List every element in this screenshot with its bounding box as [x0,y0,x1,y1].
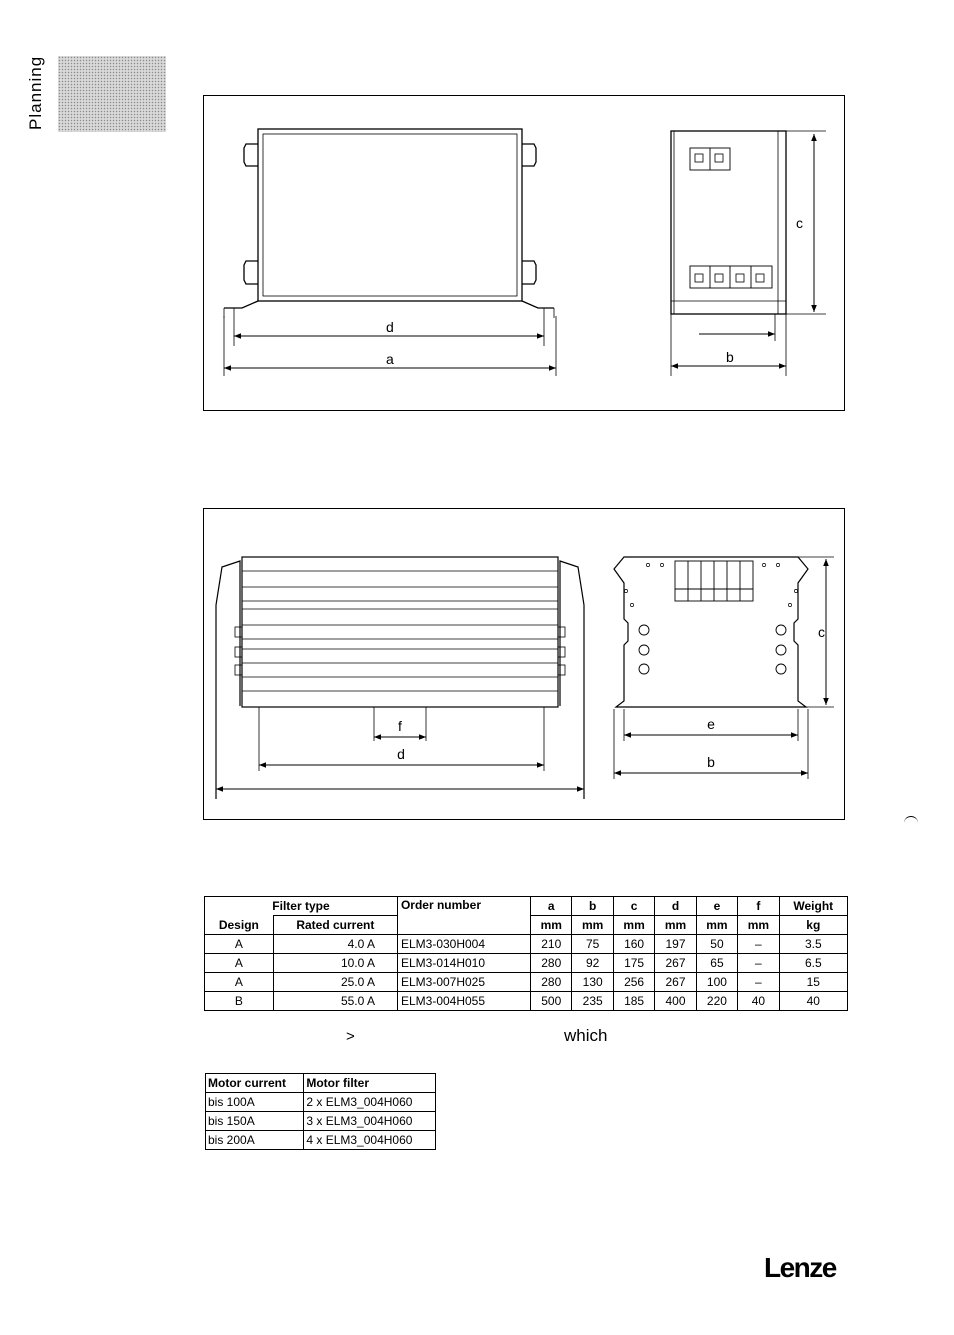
cell-a: 280 [531,954,572,973]
cell-b: 92 [572,954,613,973]
cell-motor-filter: 4 x ELM3_004H060 [304,1131,436,1150]
unit-c: mm [613,916,654,935]
cell-b: 130 [572,973,613,992]
text-fragment-which: which [564,1026,608,1045]
cell-design: B [205,992,274,1011]
cell-motor-filter: 3 x ELM3_004H060 [304,1112,436,1131]
motor-current-header: Motor current [206,1074,304,1093]
cell-c: 185 [613,992,654,1011]
cell-f: – [738,935,779,954]
cell-rated-current: 4.0 A [273,935,397,954]
cell-order-number: ELM3-007H025 [397,973,530,992]
side-tab-label: Planning [26,55,45,130]
cell-e: 50 [696,935,737,954]
motor-filter-table [205,1073,436,1150]
cell-order-number: ELM3-030H004 [397,935,530,954]
cell-d: 400 [655,992,696,1011]
dim-label-f: f [398,718,402,734]
cell-e: 220 [696,992,737,1011]
page-mark [904,816,918,823]
dim-label-b: b [726,349,734,365]
table-row [205,935,848,954]
col-d-header: d [655,897,696,916]
unit-d: mm [655,916,696,935]
cell-rated-current: 10.0 A [273,954,397,973]
cell-design: A [205,954,274,973]
cell-f: – [738,954,779,973]
cell-order-number: ELM3-004H055 [397,992,530,1011]
cell-a: 500 [531,992,572,1011]
cell-rated-current: 55.0 A [273,992,397,1011]
figure-design-b-drawing [204,509,844,819]
figure-design-b [203,508,845,820]
table-row [205,973,848,992]
unit-weight: kg [779,916,847,935]
design-header: Design [205,916,274,935]
col-c-header: c [613,897,654,916]
cell-c: 256 [613,973,654,992]
figure-design-a [203,95,845,411]
col-a-header: a [531,897,572,916]
cell-order-number: ELM3-014H010 [397,954,530,973]
cell-weight: 40 [779,992,847,1011]
cell-motor-current: bis 200A [206,1131,304,1150]
filter-type-header: Filter type [205,897,398,916]
unit-a: mm [531,916,572,935]
cell-b: 75 [572,935,613,954]
unit-b: mm [572,916,613,935]
cell-d: 267 [655,973,696,992]
rated-current-header: Rated current [273,916,397,935]
cell-weight: 6.5 [779,954,847,973]
dim-label-d2: d [397,746,405,762]
unit-f: mm [738,916,779,935]
col-b-header: b [572,897,613,916]
text-fragment-gt: > [346,1028,355,1045]
dim-label-d: d [386,319,394,335]
dim-label-c2: c [818,624,825,640]
dim-label-e: e [707,716,715,732]
cell-weight: 3.5 [779,935,847,954]
table-row [206,1131,436,1150]
col-e-header: e [696,897,737,916]
cell-weight: 15 [779,973,847,992]
cell-design: A [205,973,274,992]
motor-filter-header: Motor filter [304,1074,436,1093]
cell-c: 160 [613,935,654,954]
cell-c: 175 [613,954,654,973]
filter-dimensions-table [204,896,848,1011]
order-number-header: Order number [397,897,530,935]
cell-d: 197 [655,935,696,954]
dim-label-a: a [386,351,394,367]
table-row [206,1093,436,1112]
cell-motor-current: bis 100A [206,1093,304,1112]
cell-e: 100 [696,973,737,992]
lenze-logo: Lenze [764,1252,836,1283]
cell-a: 210 [531,935,572,954]
cell-motor-filter: 2 x ELM3_004H060 [304,1093,436,1112]
cell-d: 267 [655,954,696,973]
table-row [205,992,848,1011]
cell-rated-current: 25.0 A [273,973,397,992]
cell-motor-current: bis 150A [206,1112,304,1131]
cell-e: 65 [696,954,737,973]
table-header-row [205,897,848,916]
table-row [205,954,848,973]
cell-design: A [205,935,274,954]
col-weight-header: Weight [779,897,847,916]
table-row [206,1112,436,1131]
unit-e: mm [696,916,737,935]
col-f-header: f [738,897,779,916]
dim-label-b2: b [707,754,715,770]
figure-design-a-drawing [204,96,844,410]
cell-a: 280 [531,973,572,992]
side-tab-pattern [58,56,166,132]
cell-f: – [738,973,779,992]
dim-label-c: c [796,215,803,231]
cell-f: 40 [738,992,779,1011]
cell-b: 235 [572,992,613,1011]
table-header-row [206,1074,436,1093]
